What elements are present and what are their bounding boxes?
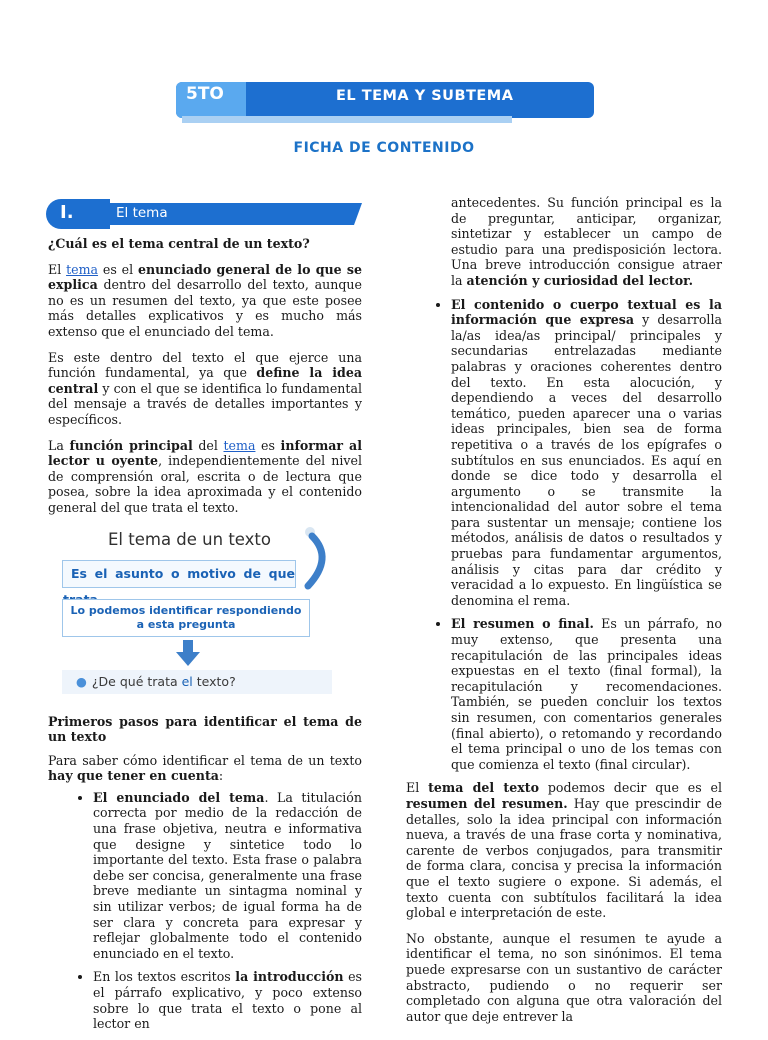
paragraph-1: El tema es el enunciado general de lo que se explica dentro del desarrollo del texto, aunque no es un resumen del texto, ya que este posee más detalles explicativos y es mucho más extenso que el enunciado del tema. — [48, 261, 362, 339]
left-column — [48, 236, 362, 1040]
paragraph-2: Es este dentro del texto el que ejerce una función fundamental, ya que define la idea central y con el que se identifica lo fundamental del mensaje a través de detalles importantes y específicos. — [48, 349, 362, 427]
list-item: • En los textos escritos la introducción es el párrafo explicativo, y poco extenso sobre lo que trata el texto o pone al lector en — [93, 969, 362, 1031]
grade-label: 5TO — [186, 84, 224, 104]
steps-list — [48, 790, 362, 1032]
definition-box: Es el asunto o motivo de que — [62, 560, 296, 588]
header-banner — [176, 82, 594, 126]
question-heading — [48, 236, 362, 252]
section-number: I. — [60, 202, 74, 223]
steps-heading: Primeros pasos para identificar el tema de un texto — [48, 713, 362, 745]
down-arrow-icon — [176, 640, 200, 666]
banner-underline — [182, 116, 512, 123]
list-item: • El enunciado del tema. La titulación correcta por medio de la redacción de una frase objetiva, neutra e informativa que designe y sintetice todo lo importante del texto. Esta frase o palabra debe ser concisa, generalmente una frase breve mediante un sintagma nominal y sin utilizar verbos; de igual forma ha de ser clara y concreta para expresar y reflejar globalmente todo el contenido enunciado en el texto. — [93, 790, 362, 962]
bullet-dot-icon: ● — [76, 673, 87, 689]
section-header — [46, 199, 358, 229]
paragraph-5: No obstante, aunque el resumen te ayude a identificar el tema, no son sinónimos. El tema puede expresarse con un sustantivo de carácter abstracto, pudiendo o no requerir ser completado con alguna que otra valoración del autor que deje entrever la — [406, 930, 722, 1024]
tema-link-2[interactable]: tema — [223, 437, 256, 453]
identify-line-2: a esta pregunta — [136, 617, 236, 631]
tema-link[interactable]: tema — [66, 261, 99, 277]
concept-figure — [60, 522, 336, 702]
page-subtitle: FICHA DE CONTENIDO — [293, 140, 475, 156]
list-item: • El contenido o cuerpo textual es la información que expresa y desarrolla la/as idea/as principal/ principales y secundarias entrelazadas mediante palabras y oraciones coherentes dentro del texto. En esta alocución, y dependiendo a veces del desarrollo temático, pueden aparecer una o varias ideas principales, bien sea de forma repetitiva o a través de los epígrafes o subtítulos en sus enunciados. Es aquí en donde se dice todo y desarrolla el argumento o se transmite la intencionalidad del autor sobre el tema para sustentar un mensaje; contiene los métodos, análisis de datos o resultados y pruebas para fundamentar argumentos, análisis y citas para dar crédito y veracidad a lo expuesto. En lingüística se denomina el rema. — [451, 297, 722, 609]
paragraph-3: La función principal del tema es informar al lector u oyente, independientemente del nivel de comprensión oral, escrita o de lectura que posea, sobre la idea aproximada y el contenido general del que trata el texto. — [48, 437, 362, 515]
identify-box — [62, 599, 310, 637]
figure-title: El tema de un texto — [108, 529, 271, 549]
question-text: ¿Cuál es el tema central de un texto? — [48, 236, 310, 251]
steps-intro: Para saber cómo identificar el tema de un texto hay que tener en cuenta: — [48, 752, 362, 784]
steps-list-continued — [406, 195, 722, 772]
curved-arrow-icon — [296, 524, 336, 594]
section-number-badge — [46, 199, 110, 229]
question-box: ● ¿De qué trata el texto? — [62, 670, 332, 694]
list-item: • El resumen o final. Es un párrafo, no muy extenso, que presenta una recapitulación de las principales ideas expuestas en el texto (final formal), la recapitulación y recomendaciones. También, se pueden concluir los textos sin resumen, con comentarios generales (final abierto), o retomando y recordando el tema principal o uno de los temas con que comienza el texto (final circular). — [451, 616, 722, 772]
page-title: EL TEMA Y SUBTEMA — [336, 88, 514, 104]
paragraph-4: El tema del texto podemos decir que es el resumen del resumen. Hay que prescindir de detalles, solo la idea principal con información nueva, a través de una frase corta y nominativa, carente de verbos conjugados, para transmitir de forma clara, concisa y precisa la información que el texto sugiere o expone. Si además, el texto cuenta con subtítulos facilitará la idea global e interpretación de este. — [406, 780, 722, 921]
identify-line-1: Lo podemos identificar respondiendo — [70, 603, 302, 617]
list-item-continued: antecedentes. Su función principal es la de preguntar, anticipar, organizar, sintetizar y establecer un campo de estudio para una predisposición lectora. Una breve introducción consigue atraer la atención y curiosidad del lector. — [451, 195, 722, 288]
section-title: El tema — [116, 205, 168, 221]
right-column — [406, 195, 722, 1034]
